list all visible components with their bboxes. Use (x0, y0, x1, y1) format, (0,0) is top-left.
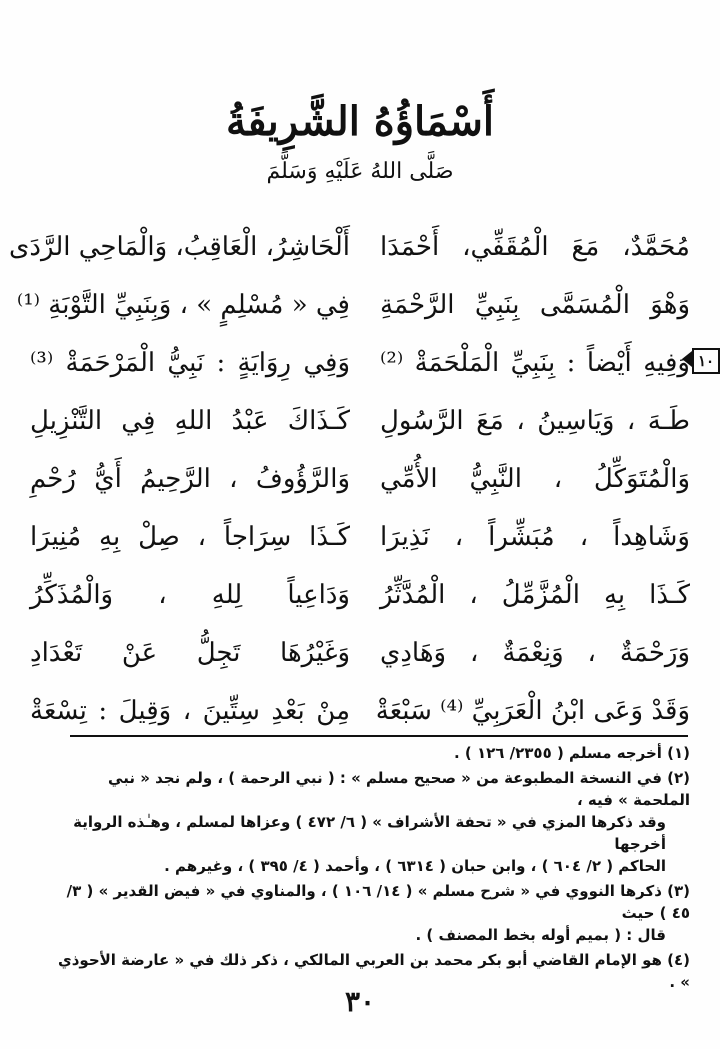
footnote-divider (70, 735, 688, 737)
footnote-3-line-1: (٣) ذكرها النووي في « شرح مسلم » ( ١٤/ ١٠٦ ) ، والمناوي في « فيض القدير » ( ٣/ ٤٥ ) حيث (66, 882, 690, 922)
verse-line (0, 570, 720, 620)
verse-line (0, 686, 720, 736)
verse-second-hemistich: كَـذَاكَ عَبْدُ اللهِ فِي التَّنْزِيلِ (30, 406, 350, 436)
verse-number-badge: ١٠ (692, 348, 720, 374)
verse-first-hemistich: وَهْوَ الْمُسَمَّى بِنَبِيِّ الرَّحْمَةِ (380, 290, 690, 320)
verse-line (0, 512, 720, 562)
page-subtitle: صَلَّى اللهُ عَلَيْهِ وَسَلَّمَ (266, 159, 454, 184)
verse-first-hemistich: كَـذَا بِهِ الْمُزَّمِّلُ ، الْمُدَّثِّرُ (380, 580, 690, 610)
verse-first-hemistich: مُحَمَّدٌ، مَعَ الْمُقَفِّي، أَحْمَدَا (380, 232, 690, 262)
verse-first-hemistich: وَقَدْ وَعَى ابْنُ الْعَرَبِيِّ ⁽⁴⁾ سَبْعَةْ (375, 696, 690, 726)
verse-first-hemistich: وَالْمُتَوَكِّلُ ، النَّبِيُّ الأُمِّي (380, 464, 690, 494)
page-title: أَسْمَاؤُهُ الشَّرِيفَةُ (225, 98, 494, 145)
footnotes (50, 742, 690, 996)
footnote-3 (50, 880, 690, 946)
verse-first-hemistich: وَشَاهِداً ، مُبَشِّراً ، نَذِيرَا (380, 522, 690, 552)
page-number: ٣٠ (344, 985, 376, 1018)
verse-first-hemistich: طَـهَ ، وَيَاسِينُ ، مَعَ الرَّسُولِ (380, 406, 690, 436)
footnote-2-line-1: (٢) في النسخة المطبوعة من « صحيح مسلم » : ( نبي الرحمة ) ، ولم نجد « نبي الملحمة » فيه ، (108, 769, 690, 809)
poem-verses (0, 222, 720, 726)
verse-line (0, 338, 720, 388)
footnote-1: (١) أخرجه مسلم ( ٢٣٥٥/ ١٢٦ ) . (453, 744, 690, 762)
verse-line (0, 222, 720, 272)
verse-line (0, 628, 720, 678)
verse-second-hemistich: وَغَيْرُهَا تَجِلُّ عَنْ تَعْدَادِ (30, 638, 350, 668)
verse-second-hemistich: وَدَاعِياً لِلهِ ، وَالْمُذَكِّرُ (30, 580, 350, 610)
verse-line (0, 396, 720, 446)
verse-second-hemistich: مِنْ بَعْدِ سِتِّينَ ، وَقِيلَ : تِسْعَةْ (30, 696, 350, 726)
verse-second-hemistich: وَفِي رِوَايَةٍ : نَبِيُّ الْمَرْحَمَةْ ⁽³⁾ (30, 348, 350, 378)
verse-second-hemistich: وَالرَّؤُوفُ ، الرَّحِيمُ أَيُّ رُحْمِ (30, 464, 350, 494)
verse-second-hemistich: كَـذَا سِرَاجاً ، صِلْ بِهِ مُنِيرَا (30, 522, 350, 552)
footnote-4: (٤) هو الإمام القاضي أبو بكر محمد بن العربي المالكي ، ذكر ذلك في « عارضة الأحوذي » . (57, 951, 690, 991)
verse-line (0, 454, 720, 504)
footnote-2 (50, 767, 690, 877)
footnote-3-line-2: قال : ( بميم أوله بخط المصنف ) . (415, 926, 666, 944)
verse-second-hemistich: أَلْحَاشِرُ، الْعَاقِبُ، وَالْمَاحِي الرَّدَى (9, 232, 350, 262)
verse-first-hemistich: وَرَحْمَةٌ ، وَنِعْمَةٌ ، وَهَادِي (380, 638, 690, 668)
verse-first-hemistich: وَفِيهِ أَيْضاً : بِنَبِيِّ الْمَلْحَمَةْ ⁽²⁾ (380, 348, 690, 378)
footnote-2-line-2: وقد ذكرها المزي في « تحفة الأشراف » ( ٦/ ٤٧٢ ) وعزاها لمسلم ، وهـٰذه الرواية أخرجها (73, 813, 666, 853)
verse-second-hemistich: فِي « مُسْلِمٍ » ، وَبِنَبِيِّ التَّوْبَةِ ⁽¹⁾ (16, 290, 350, 320)
verse-line (0, 280, 720, 330)
footnote-2-line-3: الحاكم ( ٢/ ٦٠٤ ) ، وابن حبان ( ٦٣١٤ ) ، وأحمد ( ٤/ ٣٩٥ ) ، وغيرهم . (164, 857, 666, 875)
